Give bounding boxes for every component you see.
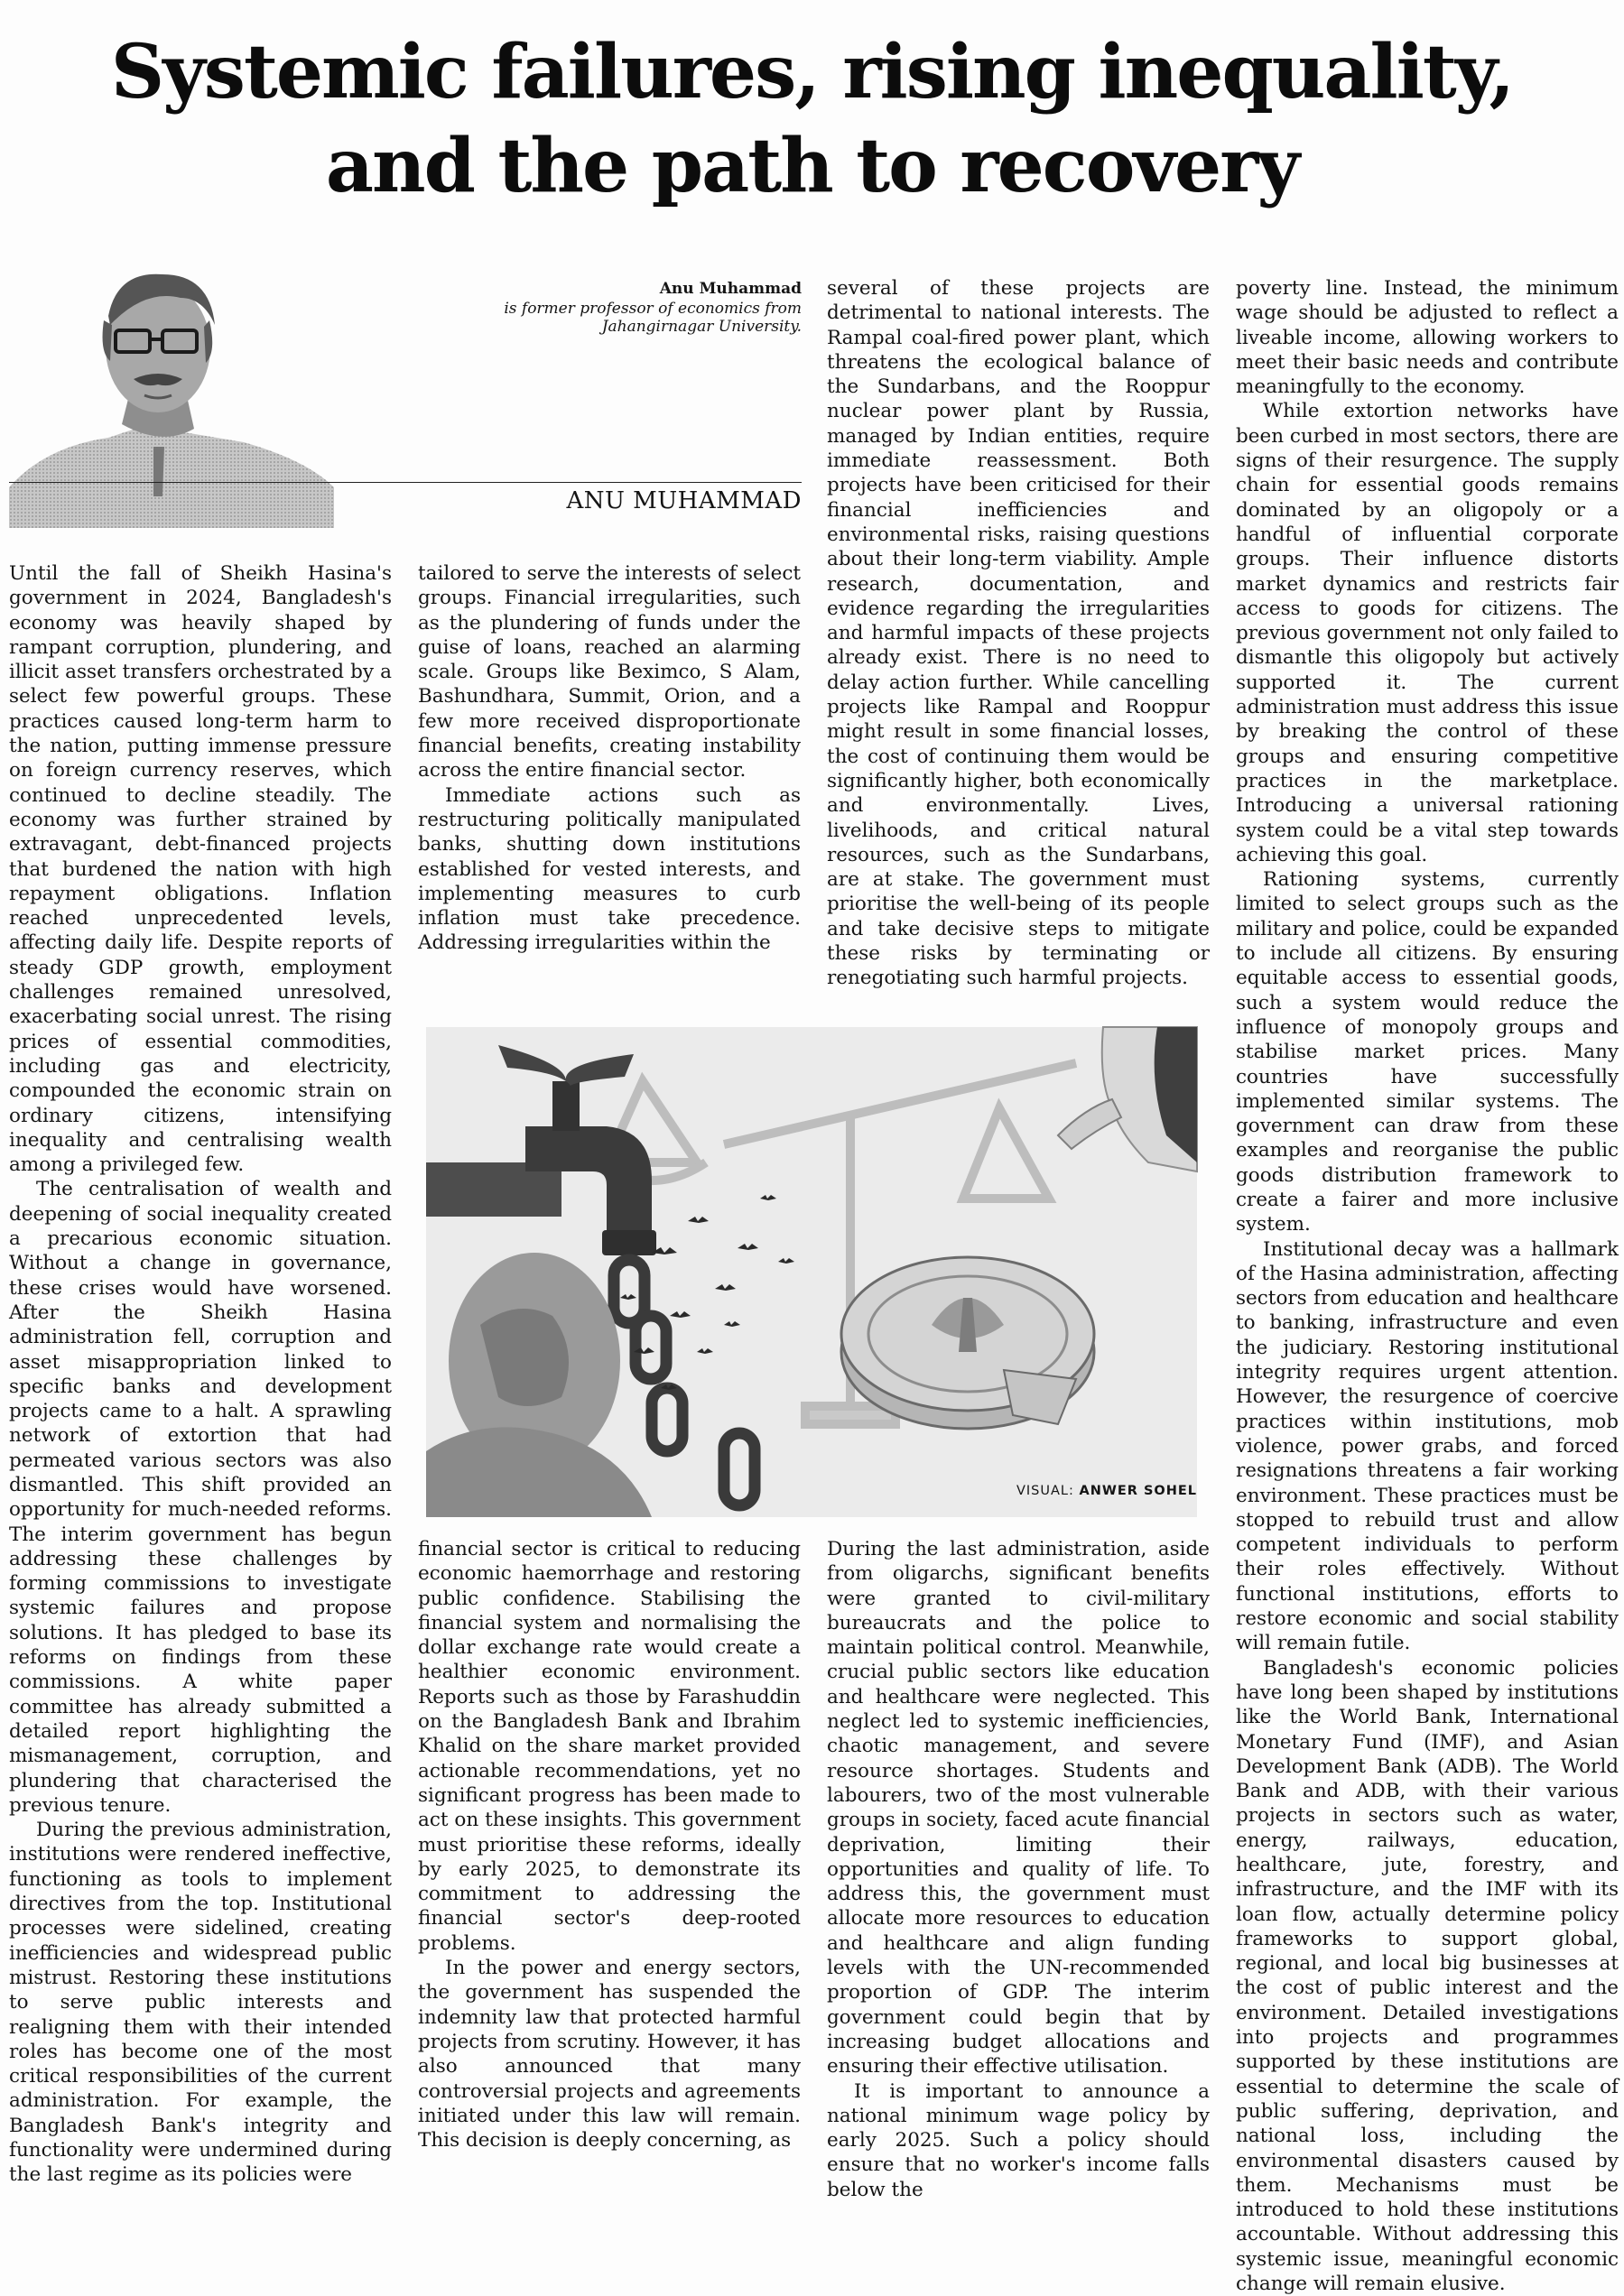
- illustration-credit: [993, 1484, 1197, 1498]
- article-column-2-top: [418, 561, 801, 993]
- article-paragraph: poverty line. Instead, the minimum wage should be adjusted to reflect a liveable income, allowing workers to meet their basic needs and contribute meaningfully to the economy.: [1236, 277, 1619, 399]
- headline-line-2: and the path to recovery: [325, 123, 1299, 209]
- headline-line-1: Systemic failures, rising inequality,: [110, 29, 1514, 116]
- byline-name: ANU MUHAMMAD: [566, 487, 802, 514]
- author-bio: is former professor of economics from Jahangirnagar University.: [504, 300, 802, 336]
- credit-name: ANWER SOHEL: [1079, 1484, 1197, 1498]
- article-paragraph: During the previous administration, institutions were rendered ineffective, functioning as tools to implement directives from the top. Institutional processes were sidelined, creating inefficiencies and widespread public mistrust. Restoring these institutions to serve public interests and realigning them with their intended roles has become one of the most critical responsibilities of the current administration. For example, the Bangladesh Bank's integrity and functionality were undermined during the last regime as its policies were: [9, 1819, 392, 2187]
- headline: [0, 25, 1624, 213]
- credit-label: VISUAL:: [1016, 1484, 1074, 1498]
- article-paragraph: Immediate actions such as restructuring politically manipulated banks, shutting down institutions established for vested interests, and implementing measures to curb inflation must take precedence. Addressing irregularities within the: [418, 783, 801, 955]
- article-column-2-bottom: [418, 1537, 801, 2169]
- article-paragraph: In the power and energy sectors, the government has suspended the indemnity law that protected harmful projects from scrutiny. However, it has also announced that many controversial projects and agreements initiated under this law will remain. This decision is deeply concerning, as: [418, 1957, 801, 2152]
- article-paragraph: tailored to serve the interests of select groups. Financial irregularities, such as the plundering of funds under the guise of loans, reached an alarming scale. Groups like Beximco, S Alam, Bashundhara, Summit, Orion, and a few more received disproportionate financial benefits, creating instability across the entire financial sector.: [418, 562, 801, 782]
- author-photo: [9, 262, 334, 528]
- article-paragraph: Until the fall of Sheikh Hasina's government in 2024, Bangladesh's economy was heavily shaped by rampant corruption, plundering, and illicit asset transfers orchestrated by a select few powerful groups. These practices caused long-term harm to the nation, putting immense pressure on foreign currency reserves, which continued to decline steadily. The economy was further strained by extravagant, debt-financed projects that burdened the nation with high repayment obligations. Inflation reached unprecedented levels, affecting daily life. Despite reports of steady GDP growth, employment challenges remained unresolved, exacerbating social unrest. The rising prices of essential commodities, including gas and electricity, compounded the economic strain on ordinary citizens, intensifying inequality and centralising wealth among a privileged few.: [9, 562, 392, 1177]
- article-paragraph: financial sector is critical to reducing economic haemorrhage and restoring public confidence. Stabilising the financial system and normalising the dollar exchange rate would create a healthier economic environment. Reports such as those by Farashuddin on the Bangladesh Bank and Ibrahim Khalid on the share market provided actionable recommendations, yet no significant progress has been made to act on these insights. This government must prioritise these reforms, ideally by early 2025, to demonstrate its commitment to addressing the financial sector's deep-rooted problems.: [418, 1538, 801, 1955]
- article-paragraph: During the last administration, aside from oligarchs, significant benefits were granted to civil-military bureaucrats and the police to maintain political control. Meanwhile, crucial public sectors like education and healthcare were neglected. This neglect led to systemic inefficiencies, chaotic management, and severe resource shortages. Students and labourers, two of the most vulnerable groups in society, faced acute financial deprivation, limiting their opportunities and quality of life. To address this, the government must allocate more resources to education and healthcare and align funding levels with the UN-recommended proportion of GDP. The interim government could begin that by increasing budget allocations and ensuring their effective utilisation.: [827, 1538, 1210, 2078]
- article-column-4: [1236, 276, 1619, 2296]
- article-paragraph: It is important to announce a national minimum wage policy by early 2025. Such a policy should ensure that no worker's income falls below the: [827, 2079, 1210, 2201]
- article-paragraph: The centralisation of wealth and deepening of social inequality created a precarious economic situation. Without a change in governance, these crises would have worsened. After the Sheikh Hasina administration fell, corruption and asset misappropriation linked to specific banks and development projects came to a halt. A sprawling network of extortion that had permeated various sectors was also dismantled. This shift provided an opportunity for much-needed reforms. The interim government has begun addressing these challenges by forming commissions to investigate systemic failures and propose solutions. It has pledged to base its reforms on findings from these commissions. A white paper committee has already submitted a detailed report highlighting the mismanagement, corruption, and plundering that characterised the previous tenure.: [9, 1178, 392, 1817]
- byline-block: [9, 262, 802, 528]
- article-paragraph: Bangladesh's economic policies have long been shaped by institutions like the World Bank, International Monetary Fund (IMF), and Asian Development Bank (ADB). The World Bank and ADB, with their various projects in sectors such as water, energy, railways, education, healthcare, jute, forestry, and infrastructure, and the IMF with its loan flow, actually determine policy frameworks to support global, regional, and local big businesses at the cost of public interest and the environment. Detailed investigations into projects and programmes supported by these institutions are essential to determine the scale of public suffering, deprivation, and national loss, including the environmental disasters caused by them. Mechanisms must be introduced to hold these institutions accountable. Without addressing this systemic issue, meaningful economic change will remain elusive.: [1236, 1656, 1619, 2296]
- article-paragraph: several of these projects are detrimental to national interests. The Rampal coal-fired power plant, which threatens the ecological balance of the Sundarbans, and the Rooppur nuclear power plant by Russia, managed by Indian entities, require immediate reassessment. Both projects have been criticised for their financial inefficiencies and environmental risks, raising questions about their long-term viability. Ample research, documentation, and evidence regarding the irregularities and harmful impacts of these projects already exist. There is no need to delay action further. While cancelling projects like Rampal and Rooppur might result in some financial losses, the cost of continuing them would be significantly higher, both economically and environmentally. Lives, livelihoods, and critical natural resources, such as the Sundarbans, are at stake. The government must prioritise the well-being of its people and take decisive steps to mitigate these risks by terminating or renegotiating such harmful projects.: [827, 277, 1210, 990]
- article-column-1: [9, 561, 392, 2187]
- article-column-3-top: [827, 276, 1210, 993]
- article-paragraph: While extortion networks have been curbed in most sectors, there are signs of their resurgence. The supply chain for essential goods remains dominated by an oligopoly or a handful of influential corporate groups. Their influence distorts market dynamics and restricts fair access to goods for citizens. The previous government not only failed to dismantle this oligopoly but actively supported it. The current administration must address this issue by breaking the control of these groups and ensuring competitive practices in the marketplace. Introducing a universal rationing system could be a vital step towards achieving this goal.: [1236, 400, 1619, 866]
- article-paragraph: Rationing systems, currently limited to select groups such as the military and police, could be expanded to include all citizens. By ensuring equitable access to essential goods, such a system would reduce the influence of monopoly groups and stabilise market prices. Many countries have successfully implemented similar systems. The government can draw from these examples and reorganise the public goods distribution framework to create a fairer and more inclusive system.: [1236, 868, 1619, 1236]
- byline-divider: [9, 482, 802, 483]
- illustration: [426, 1027, 1197, 1517]
- article-column-3-bottom: [827, 1537, 1210, 2201]
- coin-icon: [841, 1257, 1094, 1429]
- article-paragraph: Institutional decay was a hallmark of the Hasina administration, affecting sectors from education and healthcare to banking, infrastructure and even the judiciary. Restoring institutional integrity requires urgent attention. However, the resurgence of coercive practices within institutions, mob violence, power grabs, and forced resignations threatens a fair working environment. These practices must be stopped to rebuild trust and allow competent individuals to perform their roles effectively. Without functional institutions, efforts to restore economic and social stability will remain futile.: [1236, 1237, 1619, 1655]
- author-name: Anu Muhammad: [659, 280, 802, 298]
